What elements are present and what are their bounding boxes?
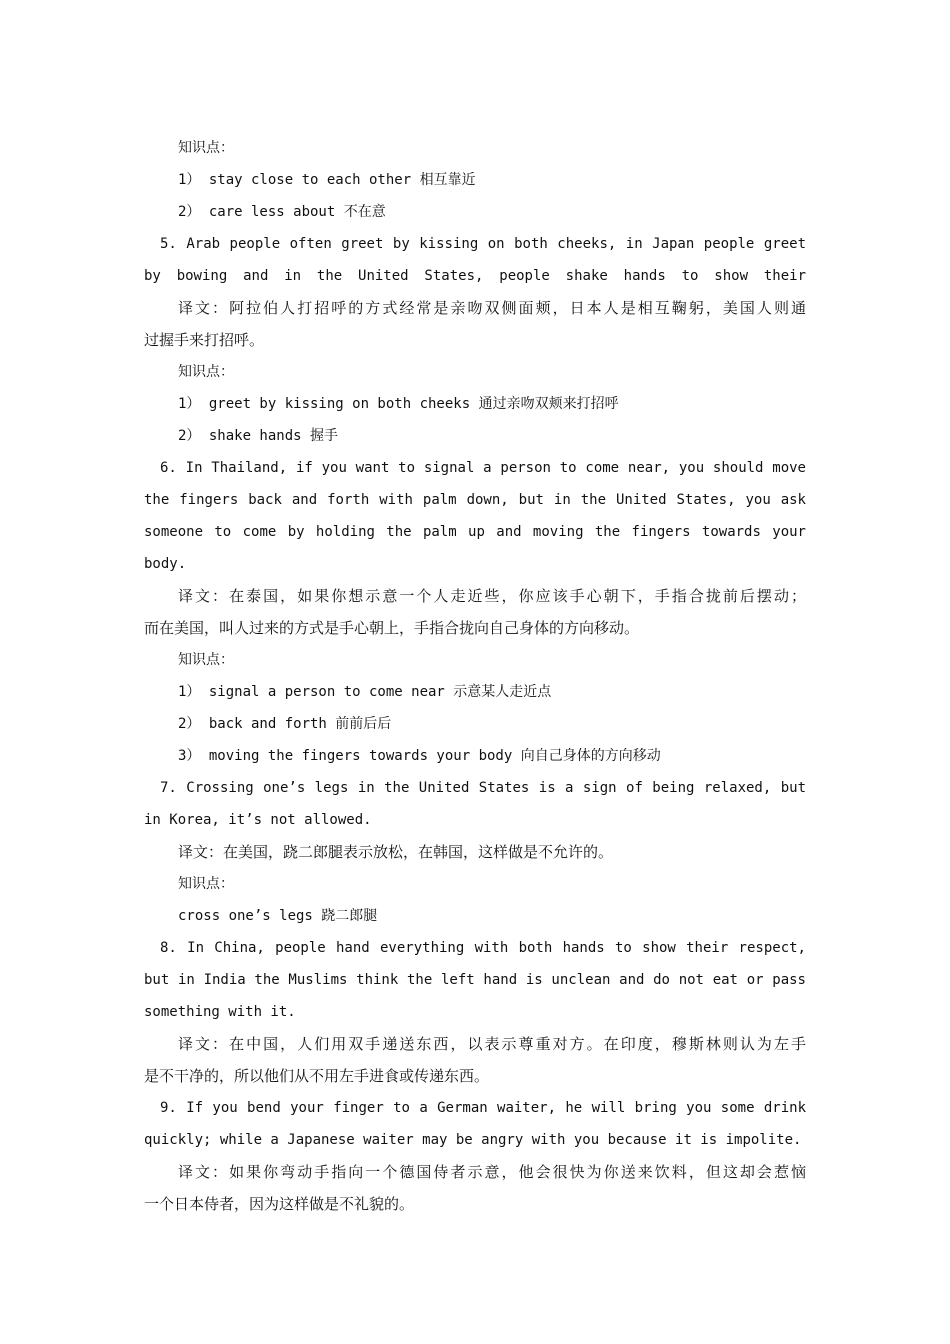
item-6-english-line: the fingers back and forth with palm down, but in the United States, you ask (144, 492, 806, 508)
knowledge-point: 1） stay close to each other 相互靠近 (178, 172, 476, 188)
item-8-english-line: something with it. (144, 1004, 296, 1020)
item-6-english-line: 6. In Thailand, if you want to signal a person to come near, you should move (160, 460, 806, 476)
section-heading-knowledge: 知识点： (178, 876, 234, 892)
item-7-english-line: 7. Crossing one’s legs in the United States is a sign of being relaxed, but (160, 780, 806, 796)
document-page (144, 132, 806, 1220)
item-9-english-line: 9. If you bend your finger to a German waiter, he will bring you some drink (160, 1100, 806, 1116)
item-6-english-line: someone to come by holding the palm up and moving the fingers towards your (144, 524, 806, 540)
item-8-translation: 是不干净的，所以他们从不用左手进食或传递东西。 (144, 1067, 490, 1085)
item-8-english-line: but in India the Muslims think the left hand is unclean and do not eat or pass (144, 972, 806, 988)
item-8-english-line: 8. In China, people hand everything with both hands to show their respect, (160, 940, 806, 956)
section-heading-knowledge: 知识点： (178, 652, 234, 668)
item-9-translation: 译文：如果你弯动手指向一个德国侍者示意，他会很快为你送来饮料，但这却会惹恼 (178, 1163, 806, 1181)
item-8-translation: 译文：在中国，人们用双手递送东西，以表示尊重对方。在印度，穆斯林则认为左手 (178, 1035, 806, 1053)
knowledge-point: 1） greet by kissing on both cheeks 通过亲吻双颊来打招呼 (178, 396, 619, 412)
knowledge-point: cross one’s legs 跷二郎腿 (178, 908, 378, 924)
knowledge-point: 2） shake hands 握手 (178, 428, 339, 444)
item-7-translation: 译文：在美国，跷二郎腿表示放松，在韩国，这样做是不允许的。 (178, 843, 614, 861)
item-5-translation: 译文：阿拉伯人打招呼的方式经常是亲吻双侧面颊，日本人是相互鞠躬，美国人则通 (178, 299, 806, 317)
item-5-translation: 过握手来打招呼。 (144, 331, 265, 349)
knowledge-point: 1） signal a person to come near 示意某人走近点 (178, 684, 552, 700)
item-6-translation: 译文：在泰国，如果你想示意一个人走近些，你应该手心朝下，手指合拢前后摆动； (178, 587, 806, 605)
item-6-translation: 而在美国，叫人过来的方式是手心朝上，手指合拢向自己身体的方向移动。 (144, 619, 640, 637)
item-9-english-line: quickly; while a Japanese waiter may be angry with you because it is impolite. (144, 1132, 802, 1148)
item-7-english-line: in Korea, it’s not allowed. (144, 812, 372, 828)
knowledge-point: 2） back and forth 前前后后 (178, 716, 392, 732)
section-heading-knowledge: 知识点： (178, 364, 234, 380)
knowledge-point: 2） care less about 不在意 (178, 204, 386, 220)
knowledge-point: 3） moving the fingers towards your body 向自己身体的方向移动 (178, 748, 661, 764)
item-9-translation: 一个日本侍者，因为这样做是不礼貌的。 (144, 1195, 415, 1213)
item-5-english-line: 5. Arab people often greet by kissing on both cheeks, in Japan people greet (160, 236, 806, 252)
item-5-english-line: by bowing and in the United States, people shake hands to show their (144, 268, 806, 284)
item-6-english-line: body. (144, 556, 187, 572)
section-heading-knowledge: 知识点： (178, 140, 234, 156)
